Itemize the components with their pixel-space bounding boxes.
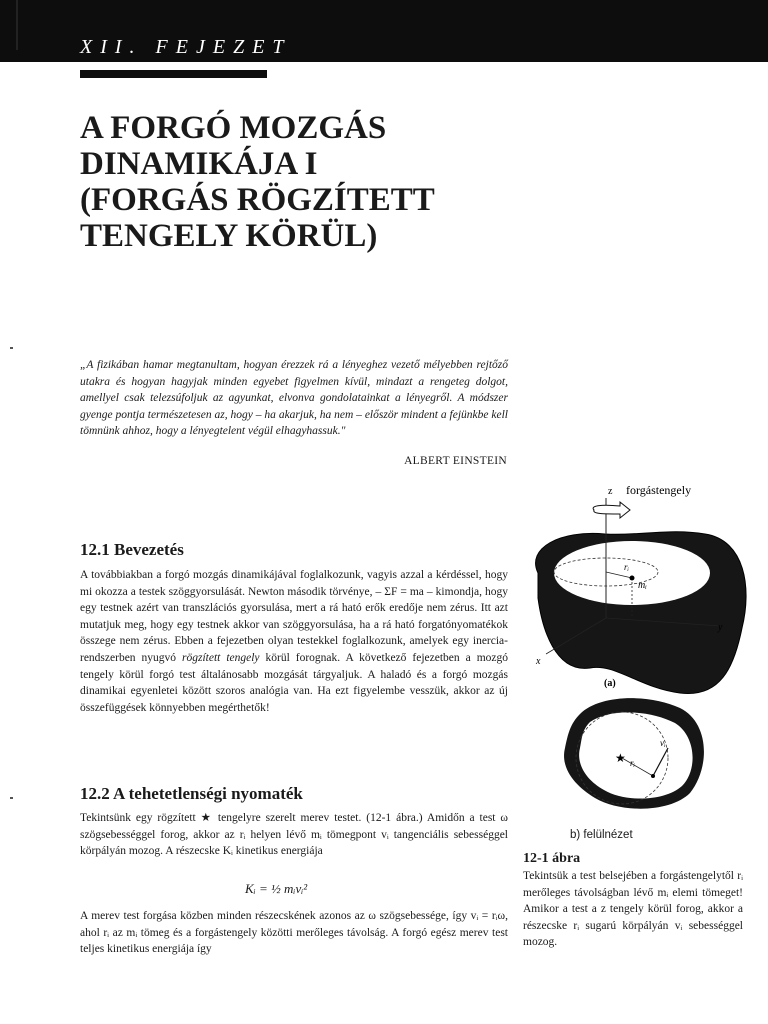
section-12-2-paragraph-1: Tekintsünk egy rögzített ★ tengelyre szerelt merev testet. (12-1 ábra.) Amidőn a test ω szögsebességgel forog, akkor az rᵢ helyen lévő mᵢ tömegpont vᵢ tangenciális sebességgel körpályán mozog. A részecske Kᵢ kinetikus energiája — [80, 812, 508, 858]
chapter-rule — [80, 70, 267, 78]
rotation-axis-label: forgástengely — [626, 483, 692, 497]
rotating-body-figure — [520, 478, 760, 818]
figure-title: 12-1 ábra — [523, 851, 581, 866]
epigraph-quote: „A fizikában hamar megtanultam, hogyan érezzek rá a lényeghez vezető mélyebben rejtőző utakra és hogyan hagyjak minden egyebet figyelmen kívül, mindazt a rengeteg dolgot, amellyel csak telezsúfoljuk az agyunkat, elvonva gondolatainkat a lényegről. A módszer gyenge pontja természetesen az, hogy – ha akarjuk, ha nem – először mindent a fejünkbe kell tömnünk ahhoz, hogy a lényegtelent végül elhagyhassuk." — [80, 359, 508, 438]
y-axis-label: y — [718, 622, 723, 633]
section-12-1-text-a: A továbbiakban a forgó mozgás dinamikájával foglalkozunk, vagyis azzal a kérdéssel, hogy mi okozza a testek szöggyorsulását. Newton második törvénye, – ΣF = ma – kimondja, hogy egy testnek azért van transzlációs gyorsulása, mert a rá ható erők eredője nem zérus. Itt azt mutatjuk meg, hogy egy testnek akkor van szöggyorsulása, ha a rá ható forgatónyomatékok összege nem zérus. Ebben a fejezetben olyan testekkel foglalkozunk, amelyek egy inercia-rendszerben nyugvó — [80, 569, 508, 664]
z-axis-label: z — [608, 486, 613, 497]
caption-b: b) felülnézet — [570, 829, 633, 841]
vi-label: vᵢ — [660, 738, 666, 748]
section-12-2-paragraph-2: A merev test forgása közben minden részecskének azonos az ω szögsebessége, így vᵢ = rᵢω, ahol rᵢ az mᵢ tömeg és a forgástengely közötti merőleges távolság. A forgó egész merev test teljes kinetikus energiája így — [80, 910, 508, 956]
x-axis-label: x — [536, 656, 541, 667]
chapter-title-line-1: A FORGÓ MOZGÁS — [80, 110, 387, 146]
margin-tick — [10, 797, 13, 799]
section-heading-12-2: 12.2 A tehetetlenségi nyomaték — [80, 784, 303, 803]
axis-star-icon: ★ — [615, 751, 626, 765]
chapter-label: XII. FEJEZET — [80, 36, 292, 58]
page-edge-line — [16, 0, 18, 50]
ri-label-a: rᵢ — [624, 562, 629, 572]
mi-label: mᵢ — [638, 580, 647, 591]
section-12-1-paragraph — [80, 567, 508, 716]
caption-a: (a) — [604, 678, 616, 689]
chapter-title-line-4: TENGELY KÖRÜL) — [80, 218, 378, 254]
epigraph-author: ALBERT EINSTEIN — [404, 455, 507, 467]
section-heading-12-1: 12.1 Bevezetés — [80, 540, 184, 559]
mass-point — [630, 576, 635, 581]
chapter-header-band — [0, 0, 768, 62]
section-12-1-emphasis: rögzített tengely — [182, 651, 260, 664]
kinetic-energy-formula: Kᵢ = ½ mᵢvᵢ² — [245, 881, 308, 896]
chapter-title-line-2: DINAMIKÁJA I — [80, 146, 318, 182]
top-view-mass-point — [651, 774, 655, 778]
figure-description: Tekintsük a test belsejében a forgástengelytől rᵢ merőleges távolságban lévő mᵢ elemi tömeget! Amikor a test a z tengely körül forog, akkor a részecske rᵢ sugarú körpályán vᵢ sebességgel mozog. — [523, 870, 743, 949]
chapter-title — [80, 110, 500, 254]
margin-tick — [10, 347, 13, 349]
section-12-1-text-b: körül forognak. A következő fejezetben a mozgó tengely körül forgó test általánosabb mozgását tárgyaljuk. A haladó és a forgó mozgás dinamikai egyenletei között szoros analógia van. Ha ezt figyelembe vesszük, akkor az új összefüggések könnyebben megérthetők! — [80, 651, 508, 714]
ri-label-b: rᵢ — [630, 758, 635, 768]
rotation-arrow-icon — [593, 502, 630, 518]
chapter-title-line-3: (FORGÁS RÖGZÍTETT — [80, 182, 435, 218]
